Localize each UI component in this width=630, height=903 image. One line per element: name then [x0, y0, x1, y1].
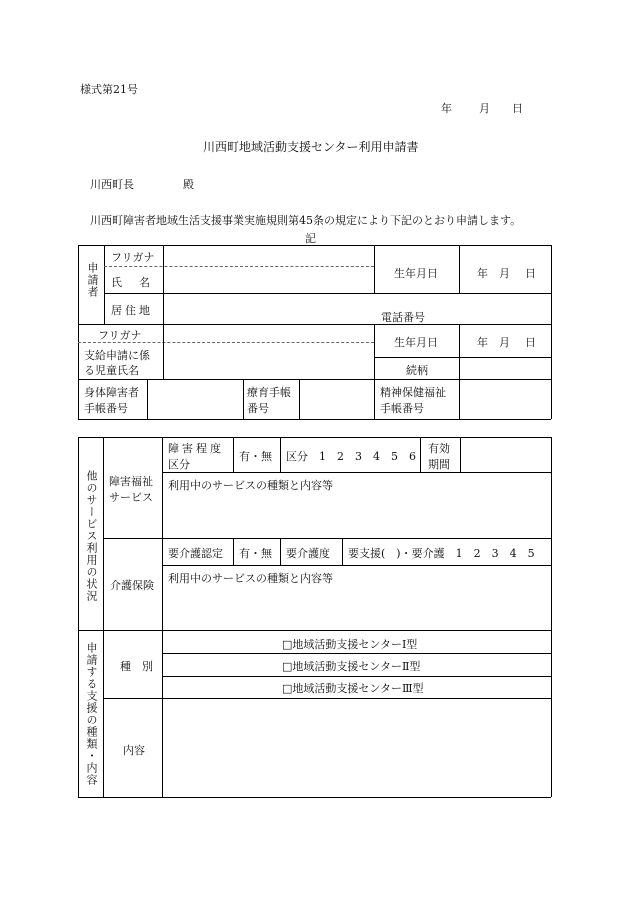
welfare-service-label-1: 障害福祉 [109, 475, 153, 488]
child-birth-month: 月 [499, 336, 510, 349]
disability-level-label-2: 区分 [168, 458, 190, 471]
addressee: 川西町長 [90, 178, 134, 191]
date-year-label: 年 [441, 102, 452, 115]
applicant-address-field[interactable] [165, 295, 549, 323]
request-option-type-1[interactable]: □地域活動支援センターⅠ型 [282, 638, 418, 651]
applicant-phone-label: 電話番号 [381, 311, 425, 324]
other-services-section-label: 他のサービス利用の状況 [85, 470, 98, 602]
care-degree-label: 要介護度 [286, 547, 330, 560]
applicant-name-field[interactable] [165, 268, 373, 292]
welfare-service-label-2: サービス [109, 491, 153, 504]
valid-period-label-2: 期間 [428, 458, 450, 471]
welfare-usage-note: 利用中のサービスの種類と内容等 [168, 479, 333, 492]
form-number: 様式第21号 [80, 83, 138, 96]
valid-period-label-1: 有効 [428, 442, 450, 455]
welfare-usage-field[interactable] [164, 492, 549, 536]
date-month-label: 月 [479, 102, 490, 115]
mental-notebook-label-2: 手帳番号 [380, 402, 424, 415]
care-level-options[interactable]: 要支援( )・要介護 1 2 3 4 5 [348, 547, 535, 560]
applicant-birth-year: 年 [477, 267, 488, 280]
physical-notebook-label-2: 手帳番号 [84, 402, 128, 415]
mental-notebook-label-1: 精神保健福祉 [380, 386, 446, 399]
care-usage-field[interactable] [164, 585, 549, 628]
honorific: 殿 [183, 178, 194, 191]
therapy-notebook-label-1: 療育手帳 [247, 386, 291, 399]
care-insurance-label: 介護保険 [110, 579, 154, 592]
care-cert-label: 要介護認定 [168, 547, 223, 560]
child-furigana-label: フリガナ [98, 329, 142, 342]
request-content-label: 内容 [123, 744, 145, 757]
disability-class-options[interactable]: 区分 1 2 3 4 5 6 [286, 450, 416, 463]
request-type-label: 種 別 [120, 660, 153, 673]
therapy-notebook-label-2: 番号 [247, 402, 269, 415]
ki-label: 記 [305, 232, 316, 245]
physical-notebook-label-1: 身体障害者 [84, 386, 139, 399]
care-yes-no[interactable]: 有・無 [239, 547, 272, 560]
applicant-section-label: 申請者 [86, 262, 99, 298]
child-birth-label: 生年月日 [394, 336, 438, 349]
request-section-label: 申請する支援の種類・内容 [85, 642, 98, 786]
request-content-field[interactable] [164, 700, 549, 795]
applicant-name-label: 氏 名 [111, 276, 153, 289]
applicant-birth-label: 生年月日 [394, 267, 438, 280]
date-day-label: 日 [512, 102, 523, 115]
child-name-label-1: 支給申請に係 [84, 349, 150, 362]
intro-text: 川西町障害者地域生活支援事業実施規則第45条の規定により下記のとおり申請します。 [90, 214, 522, 227]
disability-level-label-1: 障害程度 [168, 442, 224, 455]
applicant-birth-day: 日 [525, 267, 536, 280]
child-birth-year: 年 [477, 336, 488, 349]
child-birth-day: 日 [525, 336, 536, 349]
form-title: 川西町地域活動支援センター利用申請書 [203, 140, 419, 154]
disability-yes-no[interactable]: 有・無 [239, 450, 272, 463]
applicant-birth-month: 月 [499, 267, 510, 280]
child-name-label-2: る児童氏名 [84, 364, 139, 377]
request-option-type-3[interactable]: □地域活動支援センターⅢ型 [282, 682, 424, 695]
care-usage-note: 利用中のサービスの種類と内容等 [168, 572, 333, 585]
applicant-address-label: 居住地 [111, 304, 153, 317]
child-relation-label: 続柄 [406, 364, 428, 377]
request-option-type-2[interactable]: □地域活動支援センターⅡ型 [282, 660, 421, 673]
applicant-furigana-label: フリガナ [111, 251, 155, 264]
